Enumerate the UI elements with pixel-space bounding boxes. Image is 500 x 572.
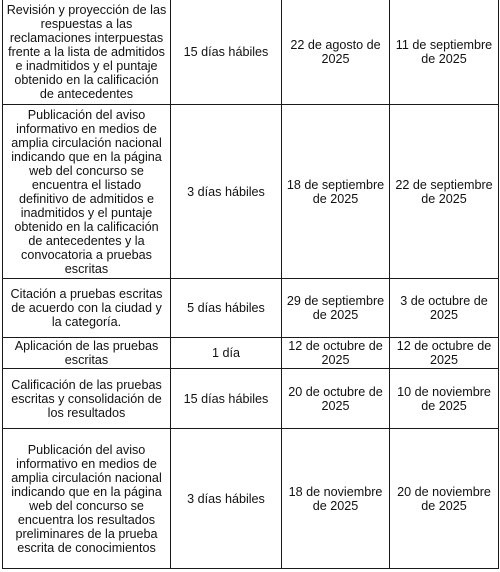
- start-date-cell: 12 de octubre de 2025: [282, 338, 390, 369]
- duration-cell: 15 días hábiles: [171, 369, 282, 429]
- activity-cell: Calificación de las pruebas escritas y consolidación de los resultados: [3, 369, 171, 429]
- duration-cell: 5 días hábiles: [171, 279, 282, 338]
- duration-cell: 1 día: [171, 338, 282, 369]
- duration-cell: 3 días hábiles: [171, 105, 282, 279]
- duration-cell: 15 días hábiles: [171, 0, 282, 105]
- end-date-cell: 3 de octubre de 2025: [390, 279, 499, 338]
- start-date-cell: 18 de septiembre de 2025: [282, 105, 390, 279]
- activity-cell: Revisión y proyección de las respuestas a las reclamaciones interpuestas frente a la lista de admitidos e inadmitidos y el puntaje obtenido en la calificación de antecedentes: [3, 0, 171, 105]
- start-date-cell: 18 de noviembre de 2025: [282, 429, 390, 569]
- activity-cell: Aplicación de las pruebas escritas: [3, 338, 171, 369]
- schedule-table: [2, 0, 499, 569]
- table-row: [3, 0, 499, 105]
- activity-cell: Citación a pruebas escritas de acuerdo con la ciudad y la categoría.: [3, 279, 171, 338]
- activity-cell: Publicación del aviso informativo en medios de amplia circulación nacional indicando que en la página web del concurso se encuentra los resultados preliminares de la prueba escrita de conocimientos: [3, 429, 171, 569]
- duration-cell: 3 días hábiles: [171, 429, 282, 569]
- end-date-cell: 11 de septiembre de 2025: [390, 0, 499, 105]
- table-row: [3, 338, 499, 369]
- table-row: [3, 105, 499, 279]
- end-date-cell: 20 de noviembre de 2025: [390, 429, 499, 569]
- activity-cell: Publicación del aviso informativo en medios de amplia circulación nacional indicando que en la página web del concurso se encuentra el listado definitivo de admitidos e inadmitidos y el puntaje obtenido en la calificación de antecedentes y la convocatoria a pruebas escritas: [3, 105, 171, 279]
- end-date-cell: 10 de noviembre de 2025: [390, 369, 499, 429]
- end-date-cell: 22 de septiembre de 2025: [390, 105, 499, 279]
- table-row: [3, 279, 499, 338]
- table-row: [3, 369, 499, 429]
- start-date-cell: 29 de septiembre de 2025: [282, 279, 390, 338]
- start-date-cell: 20 de octubre de 2025: [282, 369, 390, 429]
- end-date-cell: 12 de octubre de 2025: [390, 338, 499, 369]
- table-row: [3, 429, 499, 569]
- start-date-cell: 22 de agosto de 2025: [282, 0, 390, 105]
